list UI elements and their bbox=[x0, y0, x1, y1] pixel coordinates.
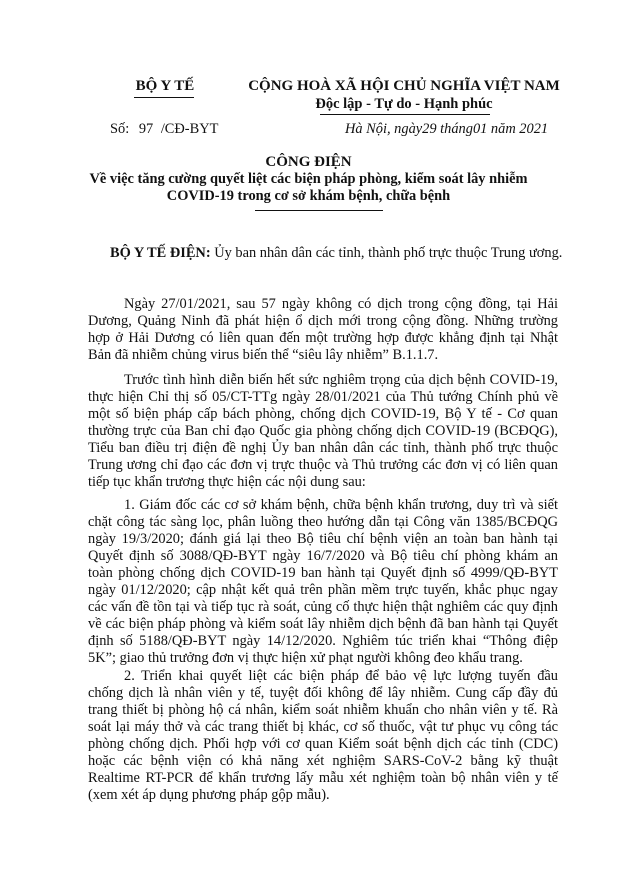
paragraph-line: soát lại máy thở và các trang thiết bị khác, cơ số thuốc, vật tư phục vụ công tác bbox=[88, 719, 558, 735]
paragraph-line: Realtime RT-PCR để khẩn trương lấy mẫu xét nghiệm toàn bộ nhân viên y tế bbox=[88, 770, 558, 786]
paragraph-line: Tiểu ban điều trị điện đề nghị Ủy ban nhân dân các tỉnh, thành phố trực thuộc bbox=[88, 440, 558, 456]
paragraph-line: chống dịch là nhân viên y tế, tuyệt đối không để lây nhiễm. Cung cấp đầy đủ bbox=[88, 685, 558, 701]
number-suffix: /CĐ-BYT bbox=[160, 121, 219, 137]
paragraph-line: một số biện pháp cấp bách phòng, chống dịch COVID-19, Bộ Y tế - Cơ quan bbox=[88, 406, 558, 422]
paragraph-line: hợp ở Hải Dương có liên quan đến một trường hợp được khẳng định tại Nhật bbox=[88, 330, 558, 346]
paragraph-line: thực hiện Chỉ thị số 05/CT-TTg ngày 28/01/2021 của Thủ tướng Chính phủ về bbox=[88, 389, 558, 405]
document-number bbox=[110, 121, 218, 138]
document-heading: CÔNG ĐIỆN bbox=[265, 154, 352, 170]
paragraph-context bbox=[88, 372, 558, 491]
number-value: 97 bbox=[138, 121, 154, 137]
paragraph-line: phòng chống dịch. Phối hợp với cơ quan Kiểm soát bệnh dịch các tỉnh (CDC) bbox=[88, 736, 558, 752]
number-label: Số: bbox=[110, 121, 130, 137]
date-month: 01 bbox=[472, 121, 488, 137]
paragraph-line: định số 5188/QĐ-BYT ngày 14/12/2020. Nghiêm túc triển khai “Thông điệp bbox=[88, 633, 558, 649]
national-motto: Độc lập - Tự do - Hạnh phúc bbox=[315, 96, 493, 112]
paragraph-line: chặt công tác sàng lọc, phân luồng theo hướng dẫn tại Công văn 1385/BCĐQG bbox=[88, 514, 558, 530]
subtitle-underline bbox=[255, 210, 383, 211]
paragraph-line: toàn phòng chống dịch COVID-19 ban hành tại Quyết định số 4999/QĐ-BYT bbox=[88, 565, 558, 581]
paragraph-line: 1. Giám đốc các cơ sở khám bệnh, chữa bệnh khẩn trương, duy trì và siết bbox=[124, 497, 558, 513]
paragraph-line: Dương, Quảng Ninh đã phát hiện ổ dịch mới trong cộng đồng. Những trường bbox=[88, 313, 558, 329]
document-subtitle-line-1: Về việc tăng cường quyết liệt các biện pháp phòng, kiểm soát lây nhiễm bbox=[89, 171, 528, 187]
paragraph-line: trang thiết bị phòng hộ cá nhân, kiểm soát nhiễm khuẩn cho nhân viên y tế. Rà bbox=[88, 702, 558, 718]
paragraph-line: Ngày 27/01/2021, sau 57 ngày không có dịch trong cộng đồng, tại Hải bbox=[124, 296, 558, 312]
republic-name: CỘNG HOÀ XÃ HỘI CHỦ NGHĨA VIỆT NAM bbox=[248, 78, 560, 94]
paragraph-line: tiếp tục khẩn trương thực hiện các nội dung sau: bbox=[88, 474, 366, 490]
paragraph-outbreak bbox=[88, 296, 558, 364]
paragraph-line: (xem xét áp dụng phương pháp gộp mẫu). bbox=[88, 787, 330, 803]
document-date bbox=[345, 121, 548, 138]
paragraph-line: hoặc các bệnh viện có khả năng xét nghiệm SARS-CoV-2 bằng kỹ thuật bbox=[88, 753, 558, 769]
paragraph-line: 2. Triển khai quyết liệt các biện pháp để bảo vệ lực lượng tuyến đầu bbox=[124, 668, 558, 684]
date-day: 29 bbox=[422, 121, 437, 137]
paragraph-line: ngày 01/12/2020; cập nhật kết quả trên phần mềm trực tuyến, khắc phục ngay bbox=[88, 582, 558, 598]
paragraph-item-2 bbox=[88, 668, 558, 804]
paragraph-line: ngày 19/3/2020; đánh giá lại theo Bộ tiêu chí bệnh viện an toàn ban hành tại bbox=[88, 531, 558, 547]
ministry-underline bbox=[134, 97, 194, 98]
paragraph-item-1 bbox=[88, 497, 558, 667]
paragraph-line: Trung ương chỉ đạo các đơn vị trực thuộc và Thủ trưởng các đơn vị có liên quan bbox=[88, 457, 558, 473]
motto-underline bbox=[320, 114, 490, 115]
paragraph-line: Quyết định số 3088/QĐ-BYT ngày 16/7/2020 và Bộ tiêu chí phòng khám an bbox=[88, 548, 558, 564]
paragraph-line: 5K”; giao thủ trưởng đơn vị thực hiện xử phạt người không đeo khẩu trang. bbox=[88, 650, 523, 666]
document-subtitle-line-2: COVID-19 trong cơ sở khám bệnh, chữa bệnh bbox=[166, 188, 451, 204]
paragraph-line: Trước tình hình diễn biến hết sức nghiêm trọng của dịch bệnh COVID-19, bbox=[124, 372, 558, 388]
recipient-text: Ủy ban nhân dân các tỉnh, thành phố trực thuộc Trung ương. bbox=[210, 245, 563, 261]
paragraph-line: thường trực của Ban chỉ đạo Quốc gia phòng chống dịch COVID-19 (BCĐQG), bbox=[88, 423, 558, 439]
recipient-label: BỘ Y TẾ ĐIỆN: bbox=[110, 245, 211, 261]
paragraph-line: các vấn đề tồn tại và tiếp tục rà soát, củng cố thực hiện thật nghiêm các quy định bbox=[88, 599, 558, 615]
paragraph-line: Bản đã nhiễm chủng virus biến thể “siêu lây nhiễm” B.1.1.7. bbox=[88, 347, 439, 363]
ministry-name: BỘ Y TẾ bbox=[135, 78, 195, 94]
recipient-line bbox=[110, 245, 562, 262]
date-year: năm 2021 bbox=[487, 121, 549, 137]
date-prefix: Hà Nội, ngày bbox=[345, 121, 423, 137]
date-month-word: tháng bbox=[436, 121, 473, 137]
paragraph-line: về các biện pháp phòng và kiểm soát lây nhiễm dịch bệnh đã ban hành tại Quyết bbox=[88, 616, 558, 632]
